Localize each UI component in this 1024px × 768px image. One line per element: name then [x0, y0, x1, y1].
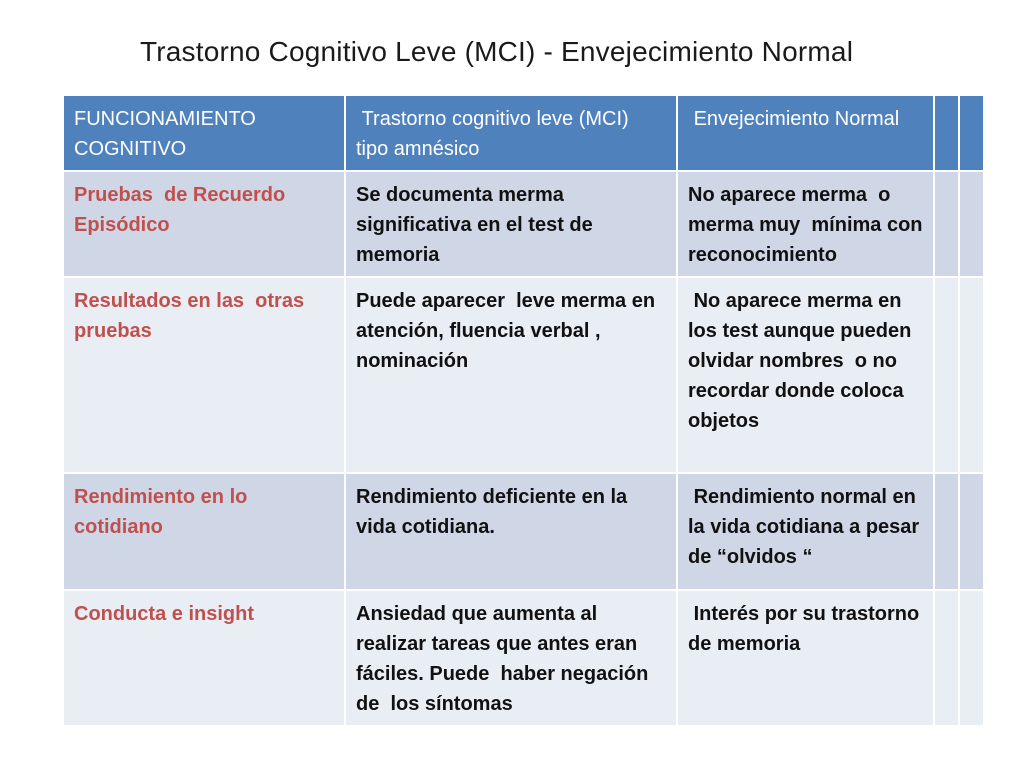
empty-cell: [959, 590, 984, 726]
mci-cell: Rendimiento deficiente en la vida cotidiana.: [345, 473, 677, 590]
mci-cell: Puede aparecer leve merma en atención, fluencia verbal , nominación: [345, 277, 677, 473]
empty-cell: [959, 473, 984, 590]
empty-cell: [959, 277, 984, 473]
header-normal-aging: Envejecimiento Normal: [677, 96, 934, 171]
row-label: Resultados en las otras pruebas: [64, 277, 345, 473]
row-label: Conducta e insight: [64, 590, 345, 726]
header-empty-column-1: [934, 96, 959, 171]
row-label: Rendimiento en lo cotidiano: [64, 473, 345, 590]
empty-cell: [934, 473, 959, 590]
table-row: [64, 171, 984, 277]
table-row: [64, 590, 984, 726]
table-row: [64, 277, 984, 473]
empty-cell: [934, 277, 959, 473]
mci-cell: Se documenta merma significativa en el test de memoria: [345, 171, 677, 277]
empty-cell: [934, 171, 959, 277]
table-row: [64, 473, 984, 590]
table-header-row: [64, 96, 984, 171]
normal-aging-cell: Rendimiento normal en la vida cotidiana a pesar de “olvidos “: [677, 473, 934, 590]
normal-aging-cell: No aparece merma en los test aunque pueden olvidar nombres o no recordar donde coloca objetos: [677, 277, 934, 473]
comparison-table: [64, 96, 985, 727]
slide-title: Trastorno Cognitivo Leve (MCI) - Envejecimiento Normal: [140, 36, 854, 67]
normal-aging-cell: Interés por su trastorno de memoria: [677, 590, 934, 726]
header-cognitive-function: FUNCIONAMIENTO COGNITIVO: [64, 96, 345, 171]
header-mci: Trastorno cognitivo leve (MCI) tipo amnésico: [345, 96, 677, 171]
empty-cell: [934, 590, 959, 726]
normal-aging-cell: No aparece merma o merma muy mínima con reconocimiento: [677, 171, 934, 277]
row-label: Pruebas de Recuerdo Episódico: [64, 171, 345, 277]
empty-cell: [959, 171, 984, 277]
mci-cell: Ansiedad que aumenta al realizar tareas que antes eran fáciles. Puede haber negación de los síntomas: [345, 590, 677, 726]
header-empty-column-2: [959, 96, 984, 171]
